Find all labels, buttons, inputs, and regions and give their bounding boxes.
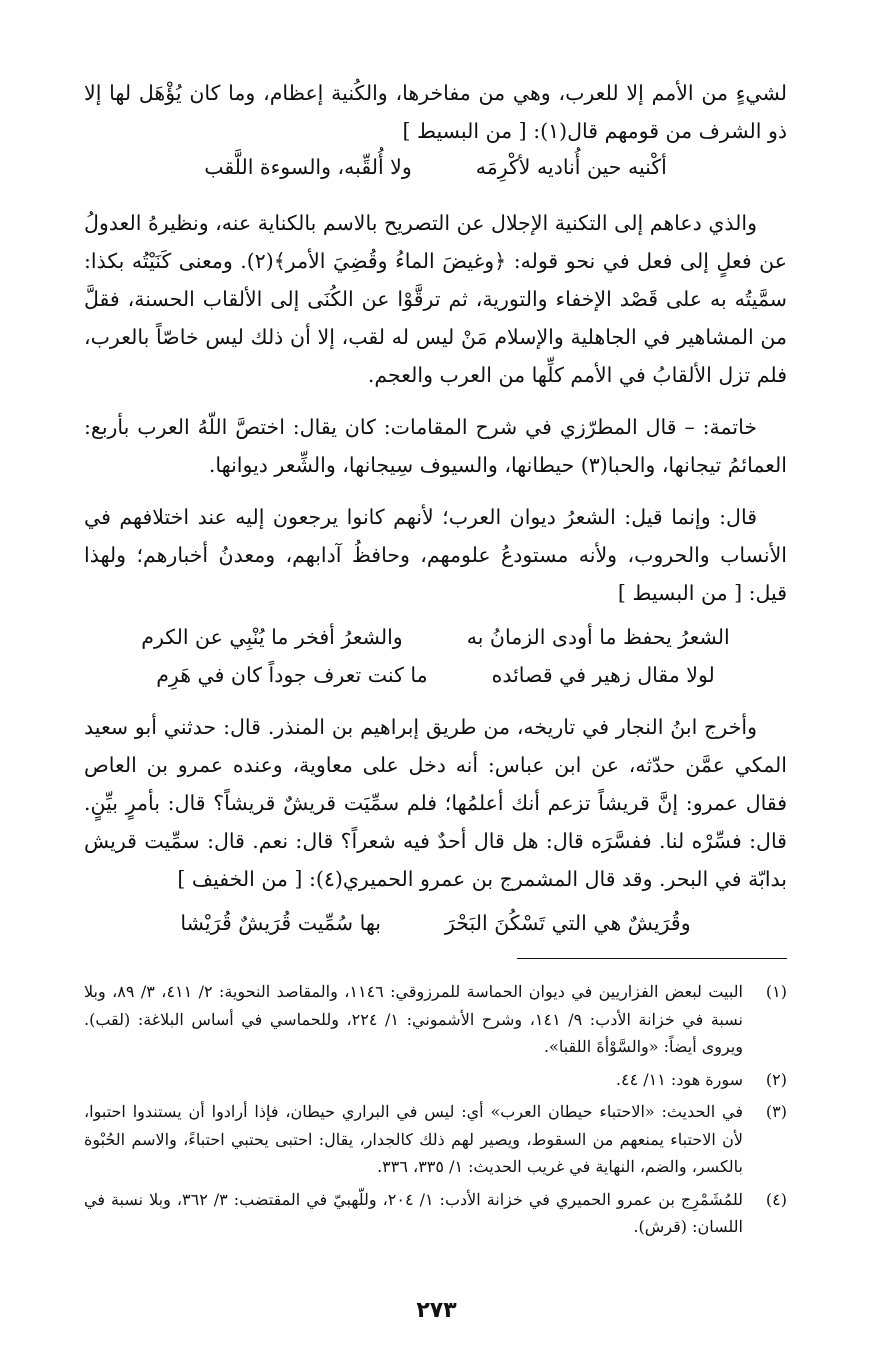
footnote-text: البيت لبعض الفزاريين في ديوان الحماسة للمرزوقي: ١١٤٦، والمقاصد النحوية: ٢/ ٤١١، ٣/ ٨٩، وبلا نسبة في خزانة الأدب: ٩/ ١٤١، وشرح الأشموني: ١/ ٢٢٤، وللحماسي في أساس البلاغة: (لقب). ويروى أيضاً: «والسَّوْأةَ اللقبا».: [84, 982, 743, 1056]
verse-first-hemistich: وقُرَيشٌ هي التي تَسْكُنَ البَحْرَ: [445, 911, 691, 935]
verse-second-hemistich: بها سُمِّيت قُرَيشٌ قُرَيْشا: [180, 911, 381, 935]
main-text: [84, 74, 787, 942]
verse-second-hemistich: ولا أُلقِّبه، والسوءة اللَّقب: [204, 155, 412, 179]
paragraph: [84, 708, 787, 898]
footnote-text: سورة هود: ١١/ ٤٤.: [615, 1069, 743, 1089]
footnote: [84, 1098, 787, 1181]
footnote: [84, 1186, 787, 1241]
paragraph: [84, 408, 787, 484]
paragraph-text: والذي دعاهم إلى التكنية الإجلال عن التصريح بالاسم بالكناية عنه، ونظيرهُ العدولُ عن فعلٍ إلى فعل في نحو قوله: ﴿وغيضَ الماءُ وقُضِيَ الأمر﴾(٢). ومعنى كَنَيْتُه بكذا: سمَّيتُه به على قَصْد الإخفاء والتورية، ثم ترقَّوْا عن الكُنَى إلى الألقاب الحسنة، فقلَّ من المشاهير في الجاهلية والإسلام مَنْ ليس له لقب، إلا أن ذلك ليس خاصّاً بالعرب، فلم تزل الألقابُ في الأمم كلِّها من العرب والعجم.: [84, 211, 787, 387]
paragraph: [84, 204, 787, 394]
verse: [84, 656, 787, 694]
verse: [84, 904, 787, 942]
footnote-text: للمُشَمْرِج بن عمرو الحميري في خزانة الأدب: ١/ ٢٠٤، وللّهبيّ في المقتضب: ٣/ ٣٦٢، وبلا نسبة في اللسان: (قرش).: [84, 1189, 744, 1236]
footnotes: [84, 978, 787, 1246]
footnote-number: (٣): [765, 1102, 787, 1121]
footnote-separator: [517, 958, 787, 959]
paragraph-text: خاتمة: – قال المطرّزي في شرح المقامات: كان يقال: اختصَّ اللّهُ العرب بأربع: العمائمُ تيجانها، والحبا(٣) حيطانها، والسيوف سِيجانها، والشِّعر ديوانها.: [84, 415, 787, 477]
footnote: [84, 1066, 787, 1094]
footnote-number: (٢): [765, 1069, 787, 1089]
page-number: ٢٧٣: [416, 1298, 457, 1323]
footnote: [84, 978, 787, 1061]
verse: [84, 618, 787, 656]
verse: [84, 148, 787, 186]
verse-first-hemistich: الشعرُ يحفظ ما أودى الزمانُ به: [466, 625, 730, 649]
verse-second-hemistich: والشعرُ أفخر ما يُنْبِي عن الكرم: [141, 625, 403, 649]
footnote-number: (١): [765, 982, 787, 1001]
verse-first-hemistich: لولا مقال زهير في قصائده: [491, 663, 715, 687]
footnote-text: في الحديث: «الاحتباء حيطان العرب» أي: ليس في البراري حيطان، فإذا أرادوا أن يستندوا احتبوا، لأن الاحتباء يمنعهم من السقوط، ويصير لهم ذلك كالجدار، يقال: احتبى يحتبي احتباءً، والاسم الحُبْوة بالكسر، والضم، النهاية في غريب الحديث: ١/ ٣٣٥، ٣٣٦.: [84, 1102, 743, 1176]
paragraph: [84, 74, 787, 150]
paragraph-text: وأخرج ابنُ النجار في تاريخه، من طريق إبراهيم بن المنذر. قال: حدثني أبو سعيد المكي عمَّن حدّثه، عن ابن عباس: أنه دخل على معاوية، وعنده عمرو بن العاص فقال عمرو: إنَّ قريشاً تزعم أنك أعلمُها؛ فلم سمِّيَت قريشٌ قريشاً؟ قال: بأمرٍ بيِّنٍ. قال: فسِّرْه لنا. ففسَّرَه قال: هل قال أحدٌ فيه شعراً؟ قال: نعم. قال: سمِّيت قريش بدابّة في البحر. وقد قال المشمرج بن عمرو الحميري(٤): [ من الخفيف ]: [84, 715, 787, 891]
paragraph-text: قال: وإنما قيل: الشعرُ ديوان العرب؛ لأنهم كانوا يرجعون إليه عند اختلافهم في الأنساب والحروب، ولأنه مستودعُ علومهم، وحافظُ آدابهم، ومعدنُ أخبارهم؛ ولهذا قيل: [ من البسيط ]: [84, 505, 787, 605]
verse-second-hemistich: ما كنت تعرف جوداً كان في هَرِم: [156, 663, 428, 687]
paragraph: [84, 498, 787, 612]
footnote-number: (٤): [765, 1189, 787, 1209]
paragraph-text: لشيءٍ من الأمم إلا للعرب، وهي من مفاخرها، والكُنية إعظام، وما كان يُؤْهَل لها إلا ذو الشرف من قومهم قال(١): [ من البسيط ]: [84, 81, 787, 143]
verse-first-hemistich: أكْنيه حين أُناديه لأكْرِمَه: [475, 155, 667, 179]
